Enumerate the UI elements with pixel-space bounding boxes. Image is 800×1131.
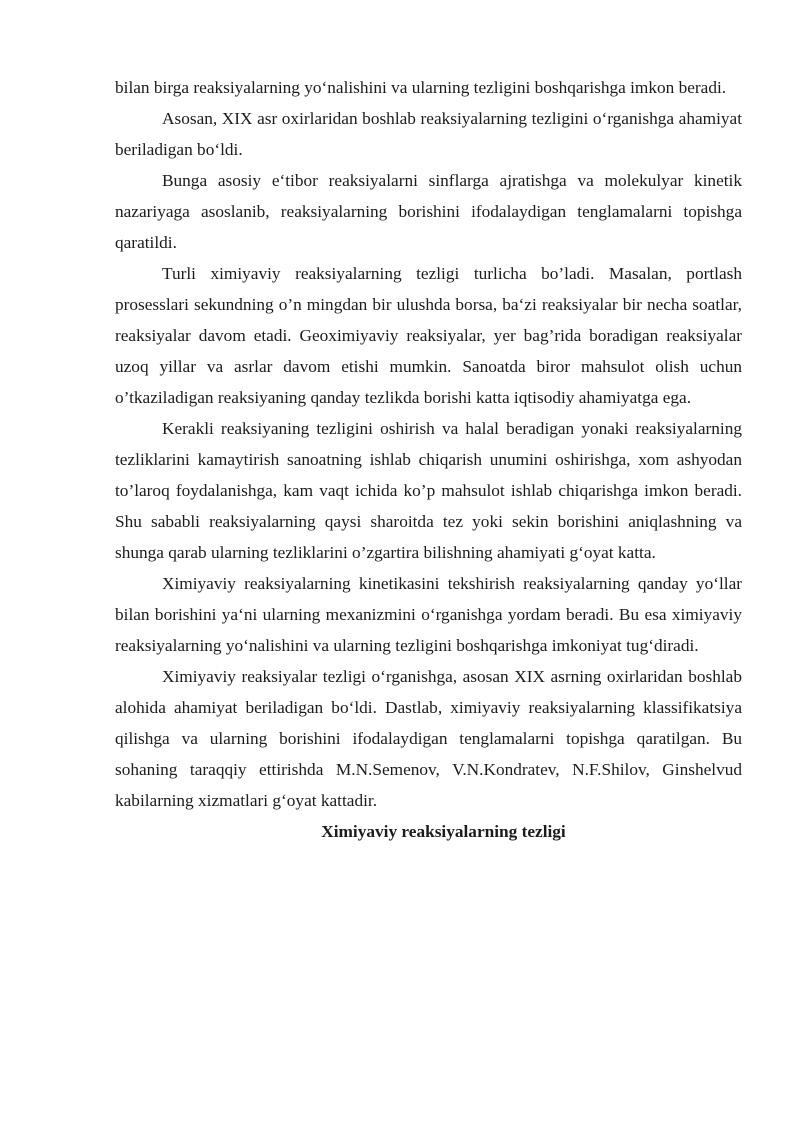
document-body	[115, 72, 742, 847]
paragraph-4: Turli ximiyaviy reaksiyalarning tezligi turlicha bo’ladi. Masalan, portlash prosesslari sekundning o’n mingdan bir ulushda borsa, ba‘zi reaksiyalar bir necha soatlar, reaksiyalar davom etadi. Geoximiyaviy reaksiyalar, yer bag’rida boradigan reaksiyalar uzoq yillar va asrlar davom etishi mumkin. Sanoatda biror mahsulot olish uchun o’tkaziladigan reaksiyaning qanday tezlikda borishi katta iqtisodiy ahamiyatga ega.	[115, 264, 742, 407]
paragraph-3: Bunga asosiy e‘tibor reaksiyalarni sinflarga ajratishga va molekulyar kinetik nazariyaga asoslanib, reaksiyalarning borishini ifodalaydigan tenglamalarni topishga qaratildi.	[115, 171, 742, 252]
paragraph-1: bilan birga reaksiyalarning yo‘nalishini va ularning tezligini boshqarishga imkon beradi.	[115, 78, 727, 97]
paragraph-7: Ximiyaviy reaksiyalar tezligi o‘rganishga, asosan XIX asrning oxirlaridan boshlab alohida ahamiyat beriladigan bo‘ldi. Dastlab, ximiyaviy reaksiyalarning klassifikatsiya qilishga va ularning borishini ifodalaydigan tenglamalarni topishga qaratilgan. Bu sohaning taraqqiy ettirishda M.N.Semenov, V.N.Kondratev, N.F.Shilov, Ginshelvud kabilarning xizmatlari g‘oyat kattadir.	[115, 667, 742, 810]
paragraph-5: Kerakli reaksiyaning tezligini oshirish va halal beradigan yonaki reaksiyalarning tezliklarini kamaytirish sanoatning ishlab chiqarish unumini oshirishga, xom ashyodan to’laroq foydalanishga, kam vaqt ichida ko’p mahsulot ishlab chiqarishga imkon beradi. Shu sababli reaksiyalarning qaysi sharoitda tez yoki sekin borishini aniqlashning va shunga qarab ularning tezliklarini o’zgartira bilishning ahamiyati g‘oyat katta.	[115, 419, 742, 562]
paragraph-6: Ximiyaviy reaksiyalarning kinetikasini tekshirish reaksiyalarning qanday yo‘llar bilan borishini ya‘ni ularning mexanizmini o‘rganishga yordam beradi. Bu esa ximiyaviy reaksiyalarning yo‘nalishini va ularning tezligini boshqarishga imkoniyat tug‘diradi.	[115, 574, 742, 655]
section-heading: Ximiyaviy reaksiyalarning tezligi	[321, 822, 566, 841]
paragraph-2: Asosan, XIX asr oxirlaridan boshlab reaksiyalarning tezligini o‘rganishga ahamiyat beriladigan bo‘ldi.	[115, 109, 742, 159]
